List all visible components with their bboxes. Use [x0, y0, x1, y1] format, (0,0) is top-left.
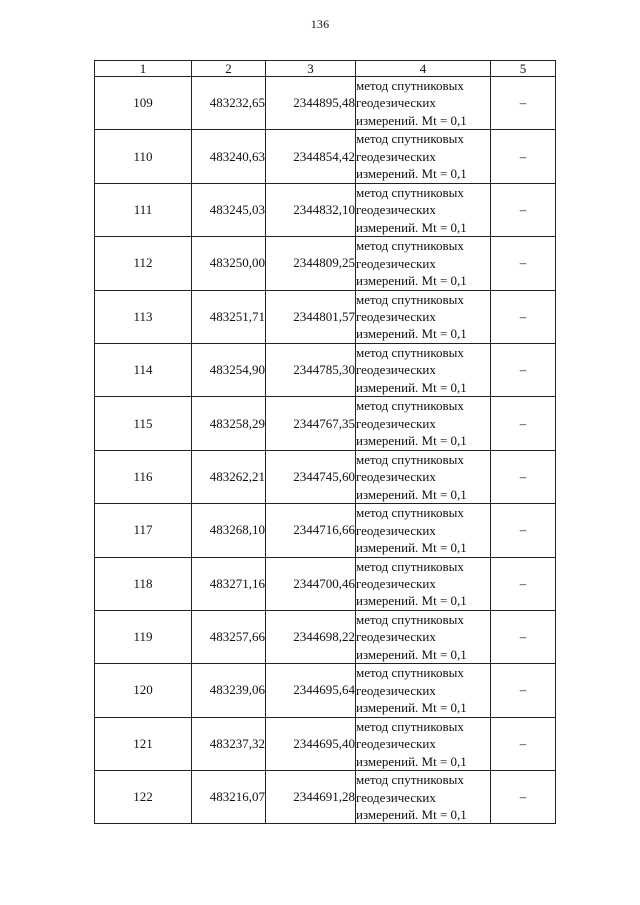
method-line-2: геодезических — [356, 629, 436, 645]
method-description — [356, 557, 491, 610]
point-number: 119 — [95, 610, 192, 663]
table-header — [95, 61, 556, 77]
method-line-3: измерений. Mt = 0,1 — [356, 326, 467, 342]
table-body — [95, 77, 556, 824]
point-number: 121 — [95, 717, 192, 770]
coordinates-table — [94, 60, 556, 824]
table-row — [95, 557, 556, 610]
method-line-2: геодезических — [356, 362, 436, 378]
method-description — [356, 771, 491, 824]
method-description — [356, 504, 491, 557]
column-5-value: – — [491, 664, 556, 717]
method-description — [356, 290, 491, 343]
column-5-value: – — [491, 130, 556, 183]
coordinate-y: 2344809,25 — [266, 237, 356, 290]
method-line-2: геодезических — [356, 415, 436, 431]
method-line-1: метод спутниковых — [356, 718, 464, 734]
coordinate-x: 483245,03 — [192, 183, 266, 236]
method-line-3: измерений. Mt = 0,1 — [356, 646, 467, 662]
method-line-1: метод спутниковых — [356, 398, 464, 414]
method-line-1: метод спутниковых — [356, 131, 464, 147]
header-col-3: 3 — [266, 61, 356, 77]
method-line-2: геодезических — [356, 682, 436, 698]
coordinate-y: 2344695,64 — [266, 664, 356, 717]
method-description — [356, 130, 491, 183]
column-5-value: – — [491, 717, 556, 770]
point-number: 109 — [95, 77, 192, 130]
method-line-1: метод спутниковых — [356, 772, 464, 788]
method-line-2: геодезических — [356, 789, 436, 805]
method-line-3: измерений. Mt = 0,1 — [356, 753, 467, 769]
method-line-1: метод спутниковых — [356, 665, 464, 681]
point-number: 122 — [95, 771, 192, 824]
table-row — [95, 237, 556, 290]
method-line-3: измерений. Mt = 0,1 — [356, 700, 467, 716]
coordinate-y: 2344700,46 — [266, 557, 356, 610]
method-line-3: измерений. Mt = 0,1 — [356, 219, 467, 235]
method-description — [356, 610, 491, 663]
method-line-3: измерений. Mt = 0,1 — [356, 540, 467, 556]
method-line-3: измерений. Mt = 0,1 — [356, 379, 467, 395]
point-number: 112 — [95, 237, 192, 290]
column-5-value: – — [491, 77, 556, 130]
method-line-2: геодезических — [356, 309, 436, 325]
point-number: 114 — [95, 343, 192, 396]
coordinate-x: 483250,00 — [192, 237, 266, 290]
method-description — [356, 183, 491, 236]
method-line-3: измерений. Mt = 0,1 — [356, 486, 467, 502]
method-line-2: геодезических — [356, 469, 436, 485]
method-line-2: геодезических — [356, 95, 436, 111]
column-5-value: – — [491, 290, 556, 343]
point-number: 116 — [95, 450, 192, 503]
coordinate-y: 2344895,48 — [266, 77, 356, 130]
coordinate-x: 483251,71 — [192, 290, 266, 343]
point-number: 115 — [95, 397, 192, 450]
table-row — [95, 183, 556, 236]
coordinate-y: 2344832,10 — [266, 183, 356, 236]
table-row — [95, 397, 556, 450]
method-line-3: измерений. Mt = 0,1 — [356, 593, 467, 609]
column-5-value: – — [491, 557, 556, 610]
table-row — [95, 343, 556, 396]
coordinate-y: 2344745,60 — [266, 450, 356, 503]
method-line-3: измерений. Mt = 0,1 — [356, 806, 467, 822]
method-description — [356, 450, 491, 503]
column-5-value: – — [491, 183, 556, 236]
point-number: 110 — [95, 130, 192, 183]
column-5-value: – — [491, 343, 556, 396]
coordinate-x: 483258,29 — [192, 397, 266, 450]
point-number: 120 — [95, 664, 192, 717]
method-description — [356, 343, 491, 396]
header-col-2: 2 — [192, 61, 266, 77]
table-row — [95, 717, 556, 770]
column-5-value: – — [491, 450, 556, 503]
coordinate-x: 483239,06 — [192, 664, 266, 717]
method-line-3: измерений. Mt = 0,1 — [356, 433, 467, 449]
column-5-value: – — [491, 610, 556, 663]
point-number: 117 — [95, 504, 192, 557]
point-number: 113 — [95, 290, 192, 343]
table-row — [95, 290, 556, 343]
method-line-1: метод спутниковых — [356, 238, 464, 254]
column-5-value: – — [491, 397, 556, 450]
coordinate-y: 2344785,30 — [266, 343, 356, 396]
method-line-1: метод спутниковых — [356, 558, 464, 574]
coordinate-y: 2344767,35 — [266, 397, 356, 450]
table-row — [95, 504, 556, 557]
coordinate-x: 483271,16 — [192, 557, 266, 610]
method-line-1: метод спутниковых — [356, 291, 464, 307]
coordinate-y: 2344691,28 — [266, 771, 356, 824]
method-line-2: геодезических — [356, 736, 436, 752]
table-row — [95, 450, 556, 503]
header-row — [95, 61, 556, 77]
method-line-1: метод спутниковых — [356, 184, 464, 200]
table-row — [95, 664, 556, 717]
point-number: 118 — [95, 557, 192, 610]
coordinate-y: 2344695,40 — [266, 717, 356, 770]
page-number: 136 — [310, 17, 330, 31]
coordinate-y: 2344698,22 — [266, 610, 356, 663]
method-description — [356, 397, 491, 450]
coordinate-x: 483268,10 — [192, 504, 266, 557]
method-description — [356, 237, 491, 290]
method-line-3: измерений. Mt = 0,1 — [356, 166, 467, 182]
point-number: 111 — [95, 183, 192, 236]
header-col-1: 1 — [95, 61, 192, 77]
method-line-1: метод спутниковых — [356, 345, 464, 361]
header-col-4: 4 — [356, 61, 491, 77]
method-line-2: геодезических — [356, 148, 436, 164]
method-description — [356, 717, 491, 770]
column-5-value: – — [491, 771, 556, 824]
method-description — [356, 664, 491, 717]
coordinate-y: 2344801,57 — [266, 290, 356, 343]
header-col-5: 5 — [491, 61, 556, 77]
coordinate-y: 2344716,66 — [266, 504, 356, 557]
method-line-1: метод спутниковых — [356, 451, 464, 467]
method-line-3: измерений. Mt = 0,1 — [356, 273, 467, 289]
method-line-1: метод спутниковых — [356, 78, 464, 94]
table-row — [95, 77, 556, 130]
column-5-value: – — [491, 504, 556, 557]
method-line-2: геодезических — [356, 522, 436, 538]
method-line-2: геодезических — [356, 202, 436, 218]
method-line-2: геодезических — [356, 255, 436, 271]
coordinate-x: 483240,63 — [192, 130, 266, 183]
coordinate-x: 483216,07 — [192, 771, 266, 824]
method-line-3: измерений. Mt = 0,1 — [356, 112, 467, 128]
method-line-1: метод спутниковых — [356, 611, 464, 627]
table-row — [95, 771, 556, 824]
coordinate-x: 483237,32 — [192, 717, 266, 770]
coordinate-x: 483254,90 — [192, 343, 266, 396]
coordinate-y: 2344854,42 — [266, 130, 356, 183]
column-5-value: – — [491, 237, 556, 290]
table-row — [95, 130, 556, 183]
method-description — [356, 77, 491, 130]
coordinate-x: 483257,66 — [192, 610, 266, 663]
method-line-2: геодезических — [356, 576, 436, 591]
method-line-1: метод спутниковых — [356, 505, 464, 521]
coordinate-x: 483232,65 — [192, 77, 266, 130]
coordinate-x: 483262,21 — [192, 450, 266, 503]
table-row — [95, 610, 556, 663]
